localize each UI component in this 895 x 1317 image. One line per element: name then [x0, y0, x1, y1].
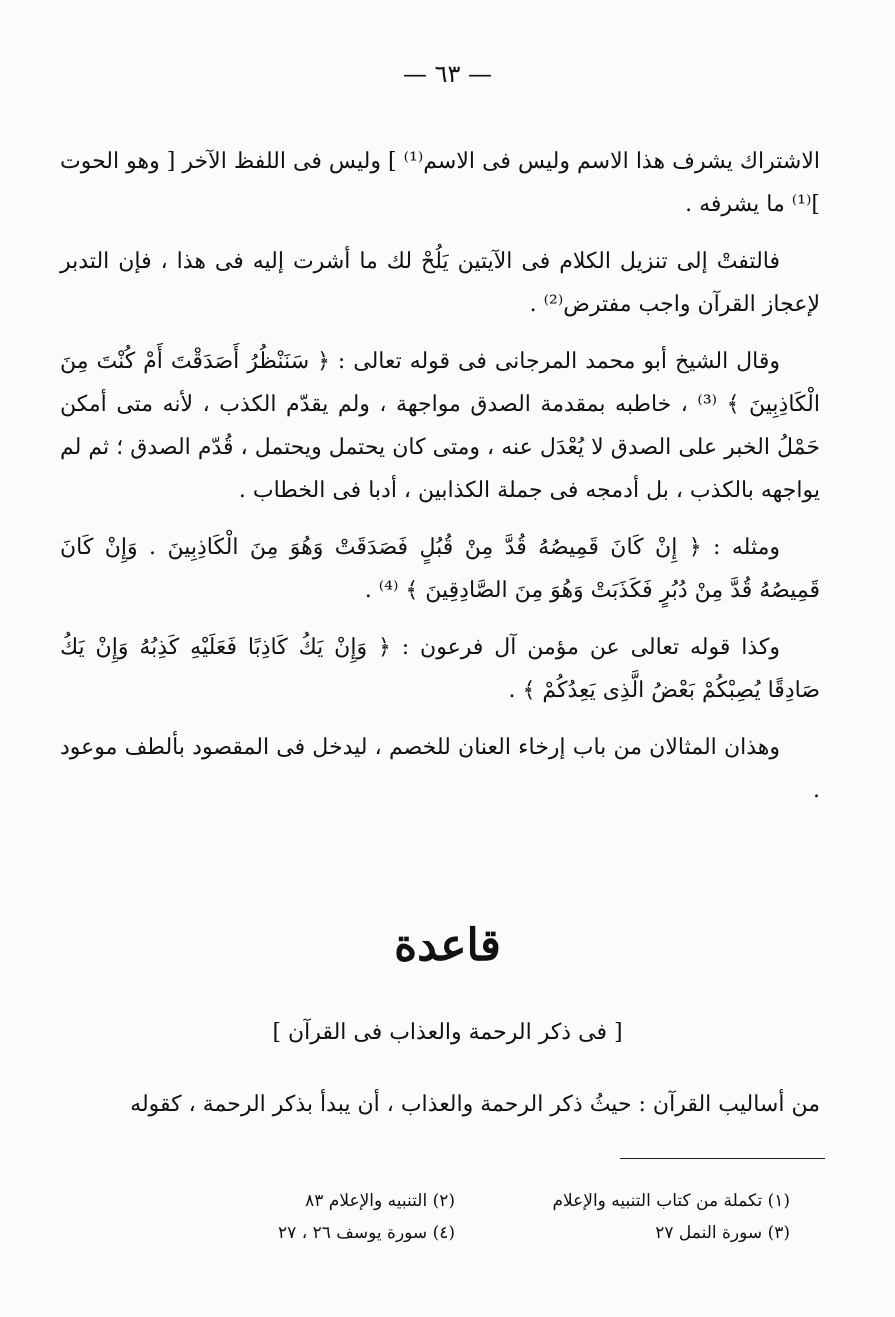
footnote: (٣) سورة النمل ٢٧ — [655, 1223, 790, 1243]
section-heading: قاعدة — [394, 920, 501, 971]
paragraph: الاشتراك يشرف هذا الاسم وليس فى الاسم⁽¹⁾ ] وليس فى اللفظ الآخر [ وهو الحوت ]⁽¹⁾ ما يشرفه . — [60, 149, 820, 217]
page-number: — ٦٣ — — [402, 60, 493, 88]
footnote: (٤) سورة يوسف ٢٦ ، ٢٧ — [278, 1223, 455, 1243]
footnote-divider — [620, 1158, 825, 1159]
paragraph: من أساليب القرآن : حيثُ ذكر الرحمة والعذاب ، أن يبدأ بذكر الرحمة ، كقوله — [130, 1092, 820, 1117]
paragraph: وكذا قوله تعالى عن مؤمن آل فرعون : ﴿ وَإِنْ يَكُ كَاذِبًا فَعَلَيْهِ كَذِبُهُ وَإِنْ يَكُ صَادِقًا يُصِبْكُمْ بَعْضُ الَّذِى يَعِدُكُمْ ﴾ . — [60, 635, 820, 703]
footnote: (١) تكملة من كتاب التنبيه والإعلام — [552, 1191, 790, 1211]
paragraph: ومثله : ﴿ إِنْ كَانَ قَمِيصُهُ قُدَّ مِنْ قُبُلٍ فَصَدَقَتْ وَهُوَ مِنَ الْكَاذِبِينَ . وَإِنْ كَانَ قَمِيصُهُ قُدَّ مِنْ دُبُرٍ فَكَذَبَتْ وَهُوَ مِنَ الصَّادِقِينَ ﴾ ⁽⁴⁾ . — [60, 535, 820, 603]
section-subheading: [ فى ذكر الرحمة والعذاب فى القرآن ] — [272, 1020, 623, 1045]
paragraph: وهذان المثالان من باب إرخاء العنان للخصم ، ليدخل فى المقصود بألطف موعود . — [60, 735, 820, 803]
footnote: (٢) التنبيه والإعلام ٨٣ — [305, 1191, 455, 1211]
body-text — [60, 140, 820, 826]
paragraph: فالتفتْ إلى تنزيل الكلام فى الآيتين يَلُحْ لك ما أشرت إليه فى هذا ، فإن التدبر لإعجاز القرآن واجب مفترض⁽²⁾ . — [60, 249, 820, 317]
footnotes — [160, 1185, 790, 1249]
paragraph: وقال الشيخ أبو محمد المرجانى فى قوله تعالى : ﴿ سَنَنْظُرُ أَصَدَقْتَ أَمْ كُنْتَ مِنَ الْكَاذِبِينَ ﴾ ⁽³⁾ ، خاطبه بمقدمة الصدق مواجهة ، ولم يقدّم الكذب ، لأنه متى أمكن حَمْلُ الخبر على الصدق لا يُعْدَل عنه ، ومتى كان يحتمل ويحتمل ، قُدّم الصدق ؛ ثم لم يواجهه بالكذب ، بل أدمجه فى جملة الكذابين ، أدبا فى الخطاب . — [60, 349, 820, 503]
